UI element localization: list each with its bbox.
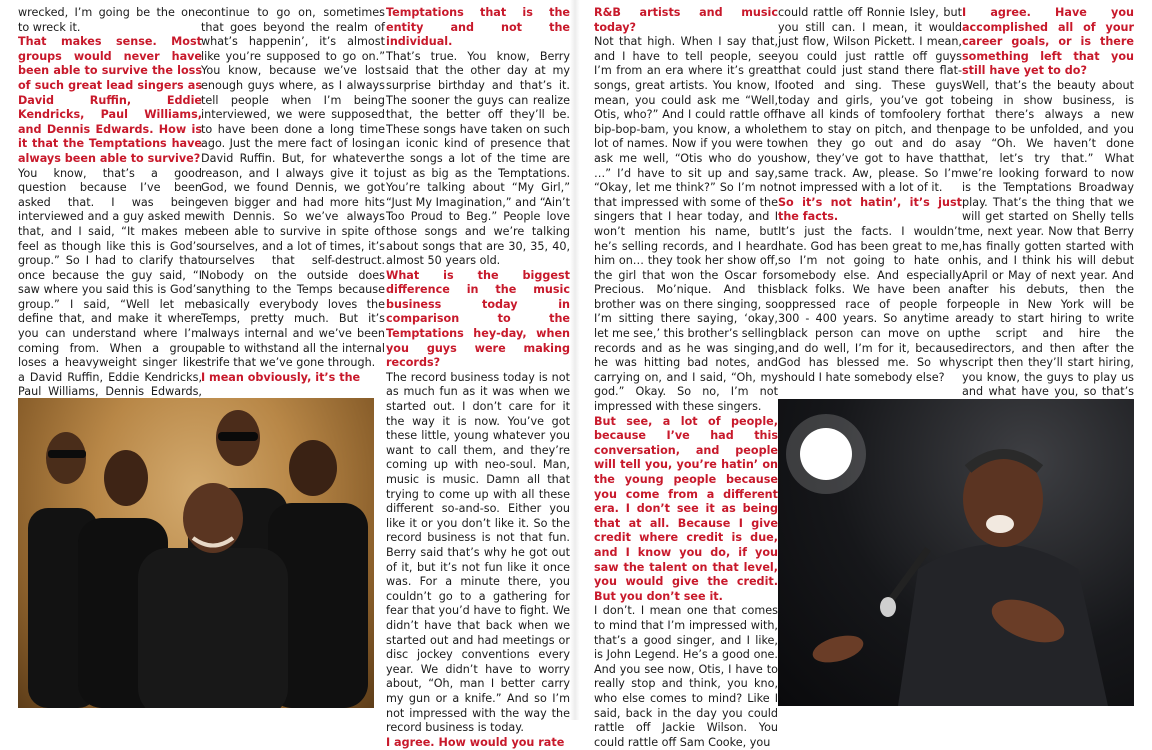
- interview-question: So it’s not hatin’, it’s just the facts.: [778, 195, 962, 224]
- interview-question: Temptations that is the entity and not the individual.: [386, 6, 570, 49]
- interview-answer: That’s true. You know, Berry said that the other day at my surprise birthday and that’s it. The sooner the guys can realize that, the better off they’ll be. These songs have taken on such an iconic kind of presence that the songs a lot of the time are just as big as the Temptations. You’re talking about “My Girl,” “Just My Imagination,” and “Ain’t Too Proud to Beg.” People love those songs and we’re talking about songs that are 30, 35, 40, almost 50 years old.: [386, 49, 570, 268]
- interview-answer: Not that high. When I say that, and I have to tell people, see I’m from an era where it’s great songs, great artists. You know, I mean, you could ask me “Well, Otis, who?” And I could rattle off bip-bop-bam, you know, a whole lot of names. Now if you were to ask me well, “Otis who do you …” I’d have to sit up and say, “Okay, let me think?” So I’m not that impressed with some of the singers that I hear today, and I won’t mention his name, but he’s selling records, and I heard him on… they took her show off, the girl that won the Oscar for Precious. Mo’nique. And this brother was on there singing, so I’m sitting there saying, ‘okay, let me see,’ this brother’s selling records and as he was singing, he was hitting bad notes, and carrying on, and I said, “Oh, my god.” Okay. So no, I’m not impressed with these singers.: [594, 35, 778, 414]
- singer-photo: [778, 399, 1134, 706]
- article-column-3: [386, 6, 570, 750]
- interview-answer: It’s just the facts. I wouldn’t hate. God has been great to me, so I’m not going to hate on somebody else. And especially black folks. We have been an oppressed race of people for 300 - 400 years. So anytime a black person can move on up and do well, I’m for it, because God has blessed me. So why should I hate somebody else?: [778, 224, 962, 384]
- interview-question: But see, a lot of people, because I’ve had this conversation, and people will tell you, you’re hatin’ on the young people because you come from a different era. I don’t see it as being that at all. Because I give credit where credit is due, and I know you do, if you saw the talent on that level, you would give the credit. But you don’t see it.: [594, 414, 778, 603]
- interview-question: That makes sense. Most groups would never have been able to survive the loss of such great lead singers as David Ruffin, Eddie Kendricks, Paul Williams, and Dennis Edwards. How is it that the Temptations have always been able to survive?: [18, 35, 202, 165]
- article-column-5: [778, 6, 962, 385]
- interview-answer: continue to go on, sometimes that goes beyond the realm of what’s happenin’, it’s almost like you’re supposed to go on.” You know, because we’ve lost enough guys where, as I always tell people when I’m being interviewed, we were supposed to have been done a long time ago. Just the mere fact of losing David Ruffin. But, for whatever reason, and I always give it to God, we found Dennis, we got even bigger and had more hits with Dennis. So we’ve always been able to survive in spite of ourselves, and a lot of times, it’s ourselves that self-destruct. Nobody on the outside does anything to the Temps because basically everybody loves the Temps, pretty much. But it’s always internal and we’ve been able to withstand all the internal strife that we’ve gone through.: [201, 6, 385, 370]
- article-column-1: [18, 6, 202, 415]
- interview-question: I agree. Have you accomplished all of your career goals, or is there something left that you still have yet to do?: [962, 6, 1134, 78]
- interview-question: What is the biggest difference in the music business today in comparison to the Temptations hey-day, when you guys were making records?: [386, 268, 570, 370]
- interview-answer: Well, that’s the beauty about being in show business, is that there’s always a new page to be unfolded, and you say “Oh. We haven’t done that, let’s try that.” What we’re looking forward to now is the Temptations Broadway play. That’s the thing that we will get started on Shelly tells me, next year. Now that Berry has finally gotten started with his, and I think his will debut April or May of next year. And after his debuts, then the people in New York will be ready to start hiring to write the script and hire the directors, and then after the script then they’ll start hiring, you know, the guys to play us and what have you, so that’s: [962, 78, 1134, 399]
- page-gutter: [570, 0, 580, 720]
- interview-question: I mean obviously, it’s the: [201, 370, 361, 384]
- group-photo: [18, 398, 374, 708]
- article-column-2: [201, 6, 385, 385]
- interview-answer: The record business today is not as much fun as it was when we started out. I don’t care for it the way it is now. You’ve got these little, young whatever you want to call them, and they’re coming up with neo-soul. Man, music is music. Damn all that trying to come up with all these different so-and-so. Either you like it or you don’t like it. So the record business is not that fun. Berry said that’s why he got out of it, but it’s not fun like it once was. For a minute there, you couldn’t go to a gathering for fear that you’d have to fight. We didn’t have that back when we started out and had meetings or disc jockey conventions every year. We didn’t have to worry about, “Oh, man I better carry my gun or a knife.” And so I’m not impressed with the way the record business is today.: [386, 370, 570, 735]
- interview-question: I agree. How would you rate: [386, 735, 565, 749]
- article-column-4: [594, 6, 778, 750]
- interview-answer: You know, that’s a good question because I’ve been asked that. I was being interviewed and a guy asked me that, and I said, “It makes me feel as though like this is God’s group.” So I had to clarify that once because the guy said, “I saw where you said this is God’s group.” I said, “Well let me define that, and make it where you can understand where I’m coming from. When a group loses a heavyweight singer like a David Ruffin, Eddie Kendricks, Paul Williams, Dennis Edwards,: [18, 166, 202, 399]
- interview-question: R&B artists and music today?: [594, 6, 778, 34]
- interview-answer: I don’t. I mean one that comes to mind that I’m impressed with, that’s a good singer, and I like, is John Legend. He’s a good one. And you see now, Otis, I have to really stop and think, you kno, who else comes to mind? Like I said, back in the day you could rattle off Jackie Wilson. You could rattle off Sam Cooke, you: [594, 604, 778, 749]
- article-column-6: [962, 6, 1134, 429]
- interview-answer: wrecked, I’m going be the one to wreck it.: [18, 6, 202, 34]
- interview-answer: could rattle off Ronnie Isley, but you still can. I mean, it would just flow, Wilson Pickett. I mean, you could just rattle off guys that could just stand there flat-footed and sing. These guys today and girls, you’ve got to have all kinds of tomfoolery for them to stay on pitch, and then when they go out and do a show, they’ve got to have that same track. Aw, please. So I’m not impressed with a lot of it.: [778, 6, 962, 195]
